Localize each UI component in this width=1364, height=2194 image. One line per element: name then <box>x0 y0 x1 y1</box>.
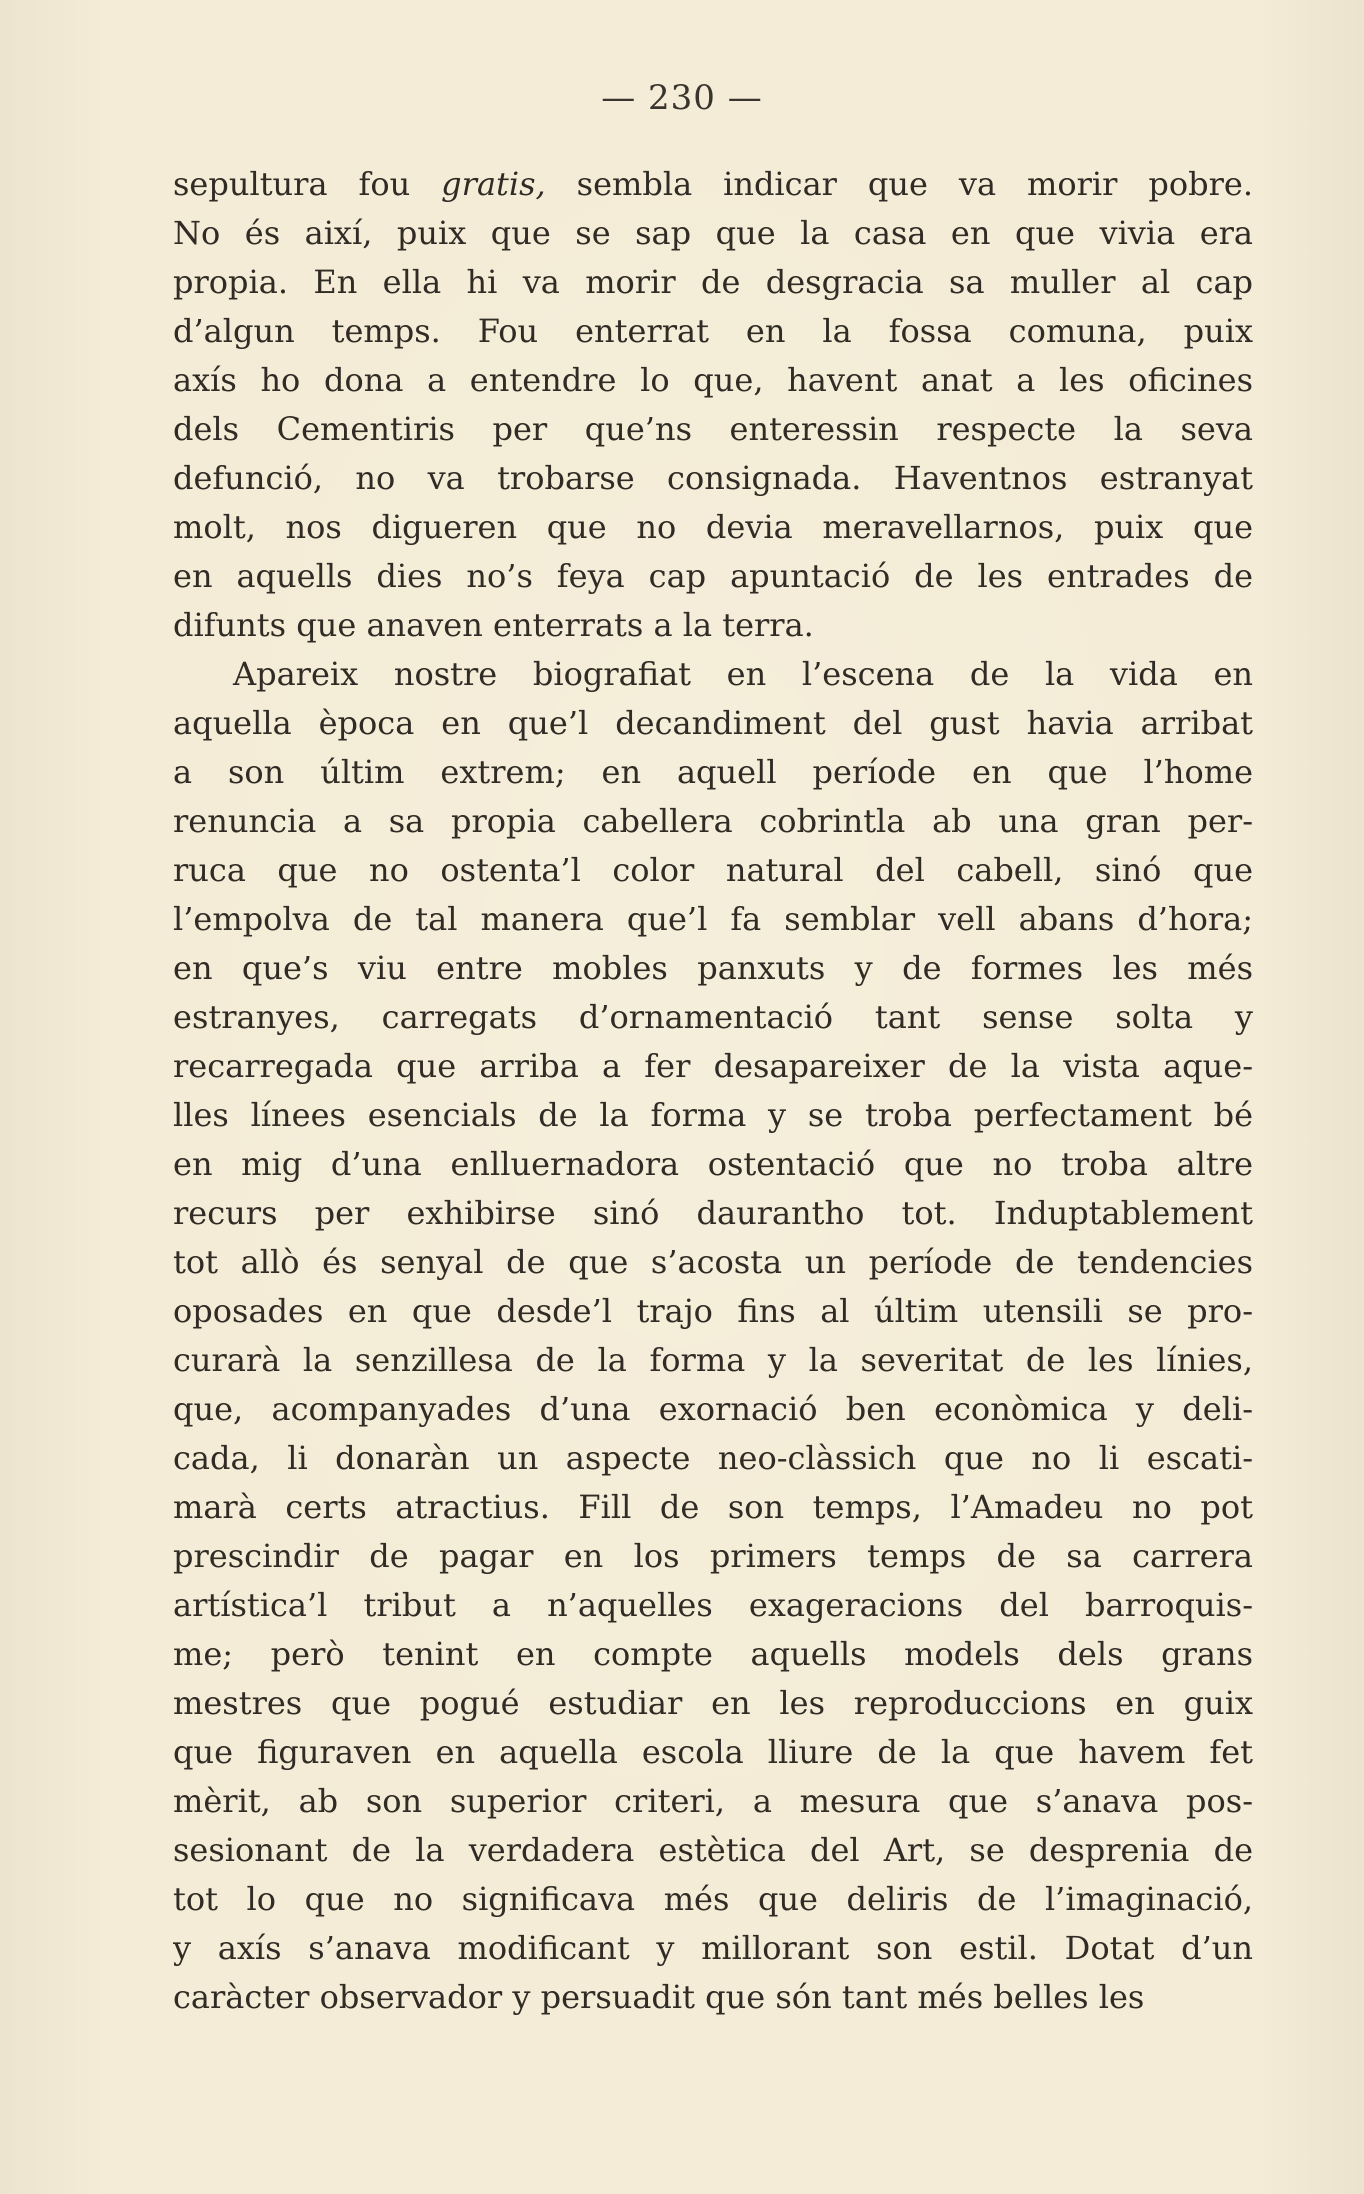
text-segment: renuncia a sa propia cabellera cobrintla ab una gran per- <box>173 802 1253 840</box>
text-segment: defunció, no va trobarse consignada. Haventnos estranyat <box>173 459 1253 497</box>
text-line <box>173 797 1253 846</box>
text-segment: en mig d’una enlluernadora ostentació que no troba altre <box>173 1145 1253 1183</box>
text-line <box>173 1532 1253 1581</box>
text-segment: axís ho dona a entendre lo que, havent anat a les oficines <box>173 361 1253 399</box>
text-segment: Apareix nostre biografiat en l’escena de la vida en <box>233 655 1253 693</box>
text-segment: molt, nos digueren que no devia meravellarnos, puix que <box>173 508 1253 546</box>
text-segment: a son últim extrem; en aquell període en que l’home <box>173 753 1253 791</box>
text-line <box>173 1630 1253 1679</box>
text-segment: que, acompanyades d’una exornació ben econòmica y deli- <box>173 1390 1253 1428</box>
text-line <box>173 503 1253 552</box>
text-segment: me; però tenint en compte aquells models dels grans <box>173 1635 1253 1673</box>
text-segment: tot allò és senyal de que s’acosta un període de tendencies <box>173 1243 1253 1281</box>
text-line <box>173 160 1253 209</box>
text-line <box>173 895 1253 944</box>
text-segment: tot lo que no significava més que deliris de l’imaginació, <box>173 1880 1253 1918</box>
text-line <box>173 1924 1253 1973</box>
text-segment: oposades en que desde’l trajo fins al últim utensili se pro- <box>173 1292 1253 1330</box>
text-segment: en que’s viu entre mobles panxuts y de formes les més <box>173 949 1253 987</box>
text-line <box>173 1091 1253 1140</box>
text-line <box>173 1973 1253 2022</box>
text-segment: prescindir de pagar en los primers temps de sa carrera <box>173 1537 1253 1575</box>
text-line <box>173 1581 1253 1630</box>
text-segment: en aquells dies no’s feya cap apuntació de les entrades de <box>173 557 1253 595</box>
text-segment: ruca que no ostenta’l color natural del cabell, sinó que <box>173 851 1253 889</box>
text-line <box>173 1042 1253 1091</box>
text-segment: No és així, puix que se sap que la casa en que vivia era <box>173 214 1253 252</box>
text-line <box>173 1287 1253 1336</box>
text-line <box>173 1483 1253 1532</box>
text-segment: curarà la senzillesa de la forma y la severitat de les línies, <box>173 1341 1253 1379</box>
text-segment: caràcter observador y persuadit que són tant més belles les <box>173 1978 1145 2016</box>
body-text <box>173 160 1253 2022</box>
text-segment: sesionant de la verdadera estètica del Art, se desprenia de <box>173 1831 1253 1869</box>
text-line <box>173 1826 1253 1875</box>
text-segment: lles línees esencials de la forma y se troba perfectament bé <box>173 1096 1253 1134</box>
text-line <box>173 944 1253 993</box>
text-segment: y axís s’anava modificant y millorant son estil. Dotat d’un <box>173 1929 1253 1967</box>
text-segment: l’empolva de tal manera que’l fa semblar vell abans d’hora; <box>173 900 1253 938</box>
text-segment: que figuraven en aquella escola lliure de la que havem fet <box>173 1733 1253 1771</box>
text-line <box>173 1385 1253 1434</box>
page-number: — 230 — <box>601 78 763 118</box>
text-line <box>173 405 1253 454</box>
text-line <box>173 699 1253 748</box>
text-segment: dels Cementiris per que’ns enteressin respecte la seva <box>173 410 1253 448</box>
text-segment: propia. En ella hi va morir de desgracia sa muller al cap <box>173 263 1253 301</box>
text-line <box>173 1140 1253 1189</box>
text-line <box>173 1434 1253 1483</box>
text-line <box>173 209 1253 258</box>
text-line <box>173 1875 1253 1924</box>
text-line <box>173 846 1253 895</box>
text-line <box>173 601 1253 650</box>
text-segment: marà certs atractius. Fill de son temps, l’Amadeu no pot <box>173 1488 1253 1526</box>
text-segment: sepultura fou <box>173 165 442 203</box>
text-segment: recurs per exhibirse sinó daurantho tot. Induptablement <box>173 1194 1253 1232</box>
text-segment: difunts que anaven enterrats a la terra. <box>173 606 814 644</box>
text-segment: aquella època en que’l decandiment del gust havia arribat <box>173 704 1253 742</box>
text-line <box>173 1679 1253 1728</box>
text-segment: sembla indicar que va morir pobre. <box>545 165 1253 203</box>
text-segment: recarregada que arriba a fer desapareixer de la vista aque- <box>173 1047 1253 1085</box>
text-line <box>173 356 1253 405</box>
text-line <box>173 258 1253 307</box>
text-segment: artística’l tribut a n’aquelles exageracions del barroquis- <box>173 1586 1253 1624</box>
text-segment: estranyes, carregats d’ornamentació tant sense solta y <box>173 998 1253 1036</box>
text-line <box>173 748 1253 797</box>
text-line <box>173 454 1253 503</box>
text-line <box>173 552 1253 601</box>
text-segment: mèrit, ab son superior criteri, a mesura que s’anava pos- <box>173 1782 1253 1820</box>
text-line <box>173 1336 1253 1385</box>
text-line <box>173 993 1253 1042</box>
italic-word: gratis, <box>441 165 546 203</box>
text-segment: cada, li donaràn un aspecte neo-clàssich que no li escati- <box>173 1439 1253 1477</box>
text-line <box>173 1238 1253 1287</box>
text-segment: d’algun temps. Fou enterrat en la fossa comuna, puix <box>173 312 1253 350</box>
text-line <box>173 307 1253 356</box>
text-segment: mestres que pogué estudiar en les reproduccions en guix <box>173 1684 1253 1722</box>
text-line <box>173 1189 1253 1238</box>
text-line <box>173 1777 1253 1826</box>
text-line <box>173 650 1253 699</box>
text-line <box>173 1728 1253 1777</box>
